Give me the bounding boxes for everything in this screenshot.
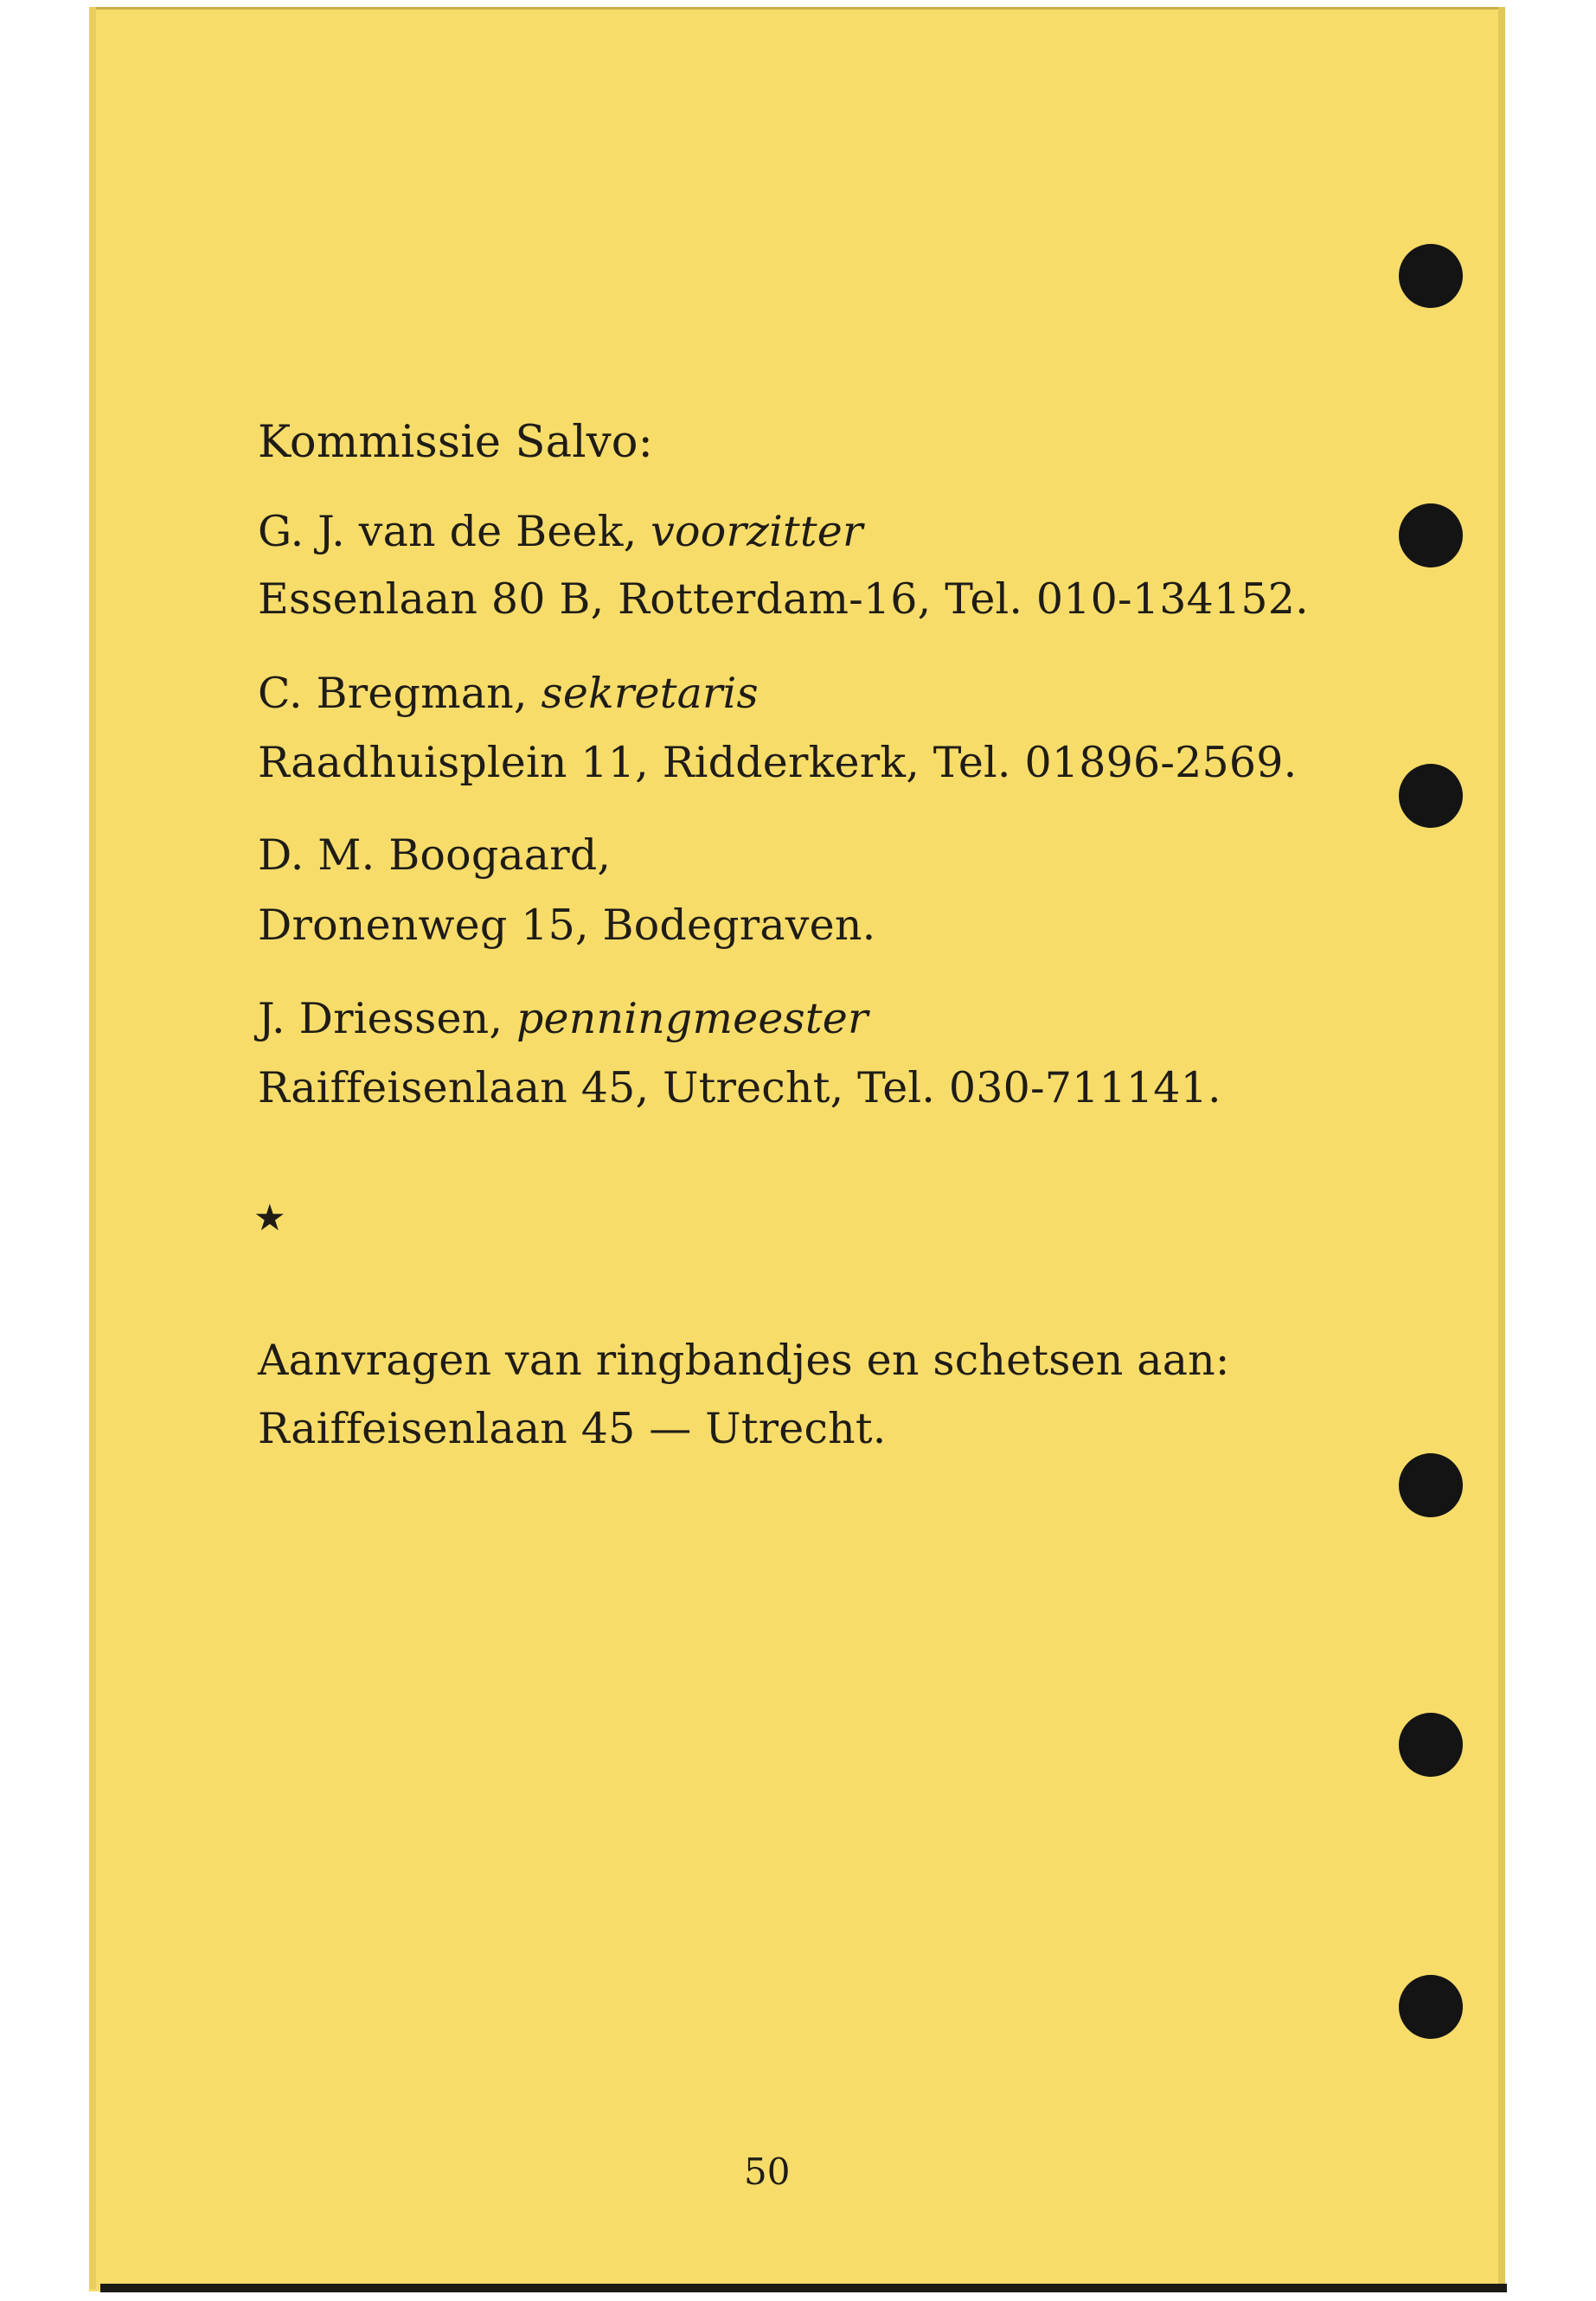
binder-hole-2 [1399,503,1463,567]
member-2-address: Raadhuisplein 11, Ridderkerk, Tel. 01896-2569. [258,738,1298,787]
member-1-address: Essenlaan 80 B, Rotterdam-16, Tel. 010-134152. [258,574,1309,624]
star-separator-icon: ★ [253,1196,286,1239]
requests-line-2: Raiffeisenlaan 45 — Utrecht. [258,1404,887,1453]
member-name: J. Driessen, [258,994,503,1043]
requests-line-1: Aanvragen van ringbandjes en schetsen aan: [258,1336,1230,1385]
binder-hole-4 [1399,1453,1463,1517]
member-name: G. J. van de Beek, [258,507,638,556]
member-1-name-line [258,507,863,556]
member-role: sekretaris [541,669,759,718]
committee-heading: Kommissie Salvo: [258,417,654,468]
member-3-name-line [258,830,612,880]
binder-hole-5 [1399,1713,1463,1777]
page-number: 50 [744,2150,791,2193]
binder-hole-6 [1399,1975,1463,2039]
page-bottom-rule [100,2284,1507,2292]
member-name: C. Bregman, [258,669,528,718]
member-4-address: Raiffeisenlaan 45, Utrecht, Tel. 030-711141. [258,1063,1221,1112]
binder-hole-3 [1399,764,1463,828]
member-role: voorzitter [651,507,863,556]
page-right-edge [1498,7,1505,2289]
member-4-name-line [258,994,869,1043]
member-2-name-line [258,669,759,718]
member-role: penningmeester [516,994,869,1043]
member-name: D. M. Boogaard, [258,830,612,880]
page-left-edge [89,7,96,2289]
document-page [89,7,1505,2291]
binder-hole-1 [1399,244,1463,308]
member-3-address: Dronenweg 15, Bodegraven. [258,901,876,950]
